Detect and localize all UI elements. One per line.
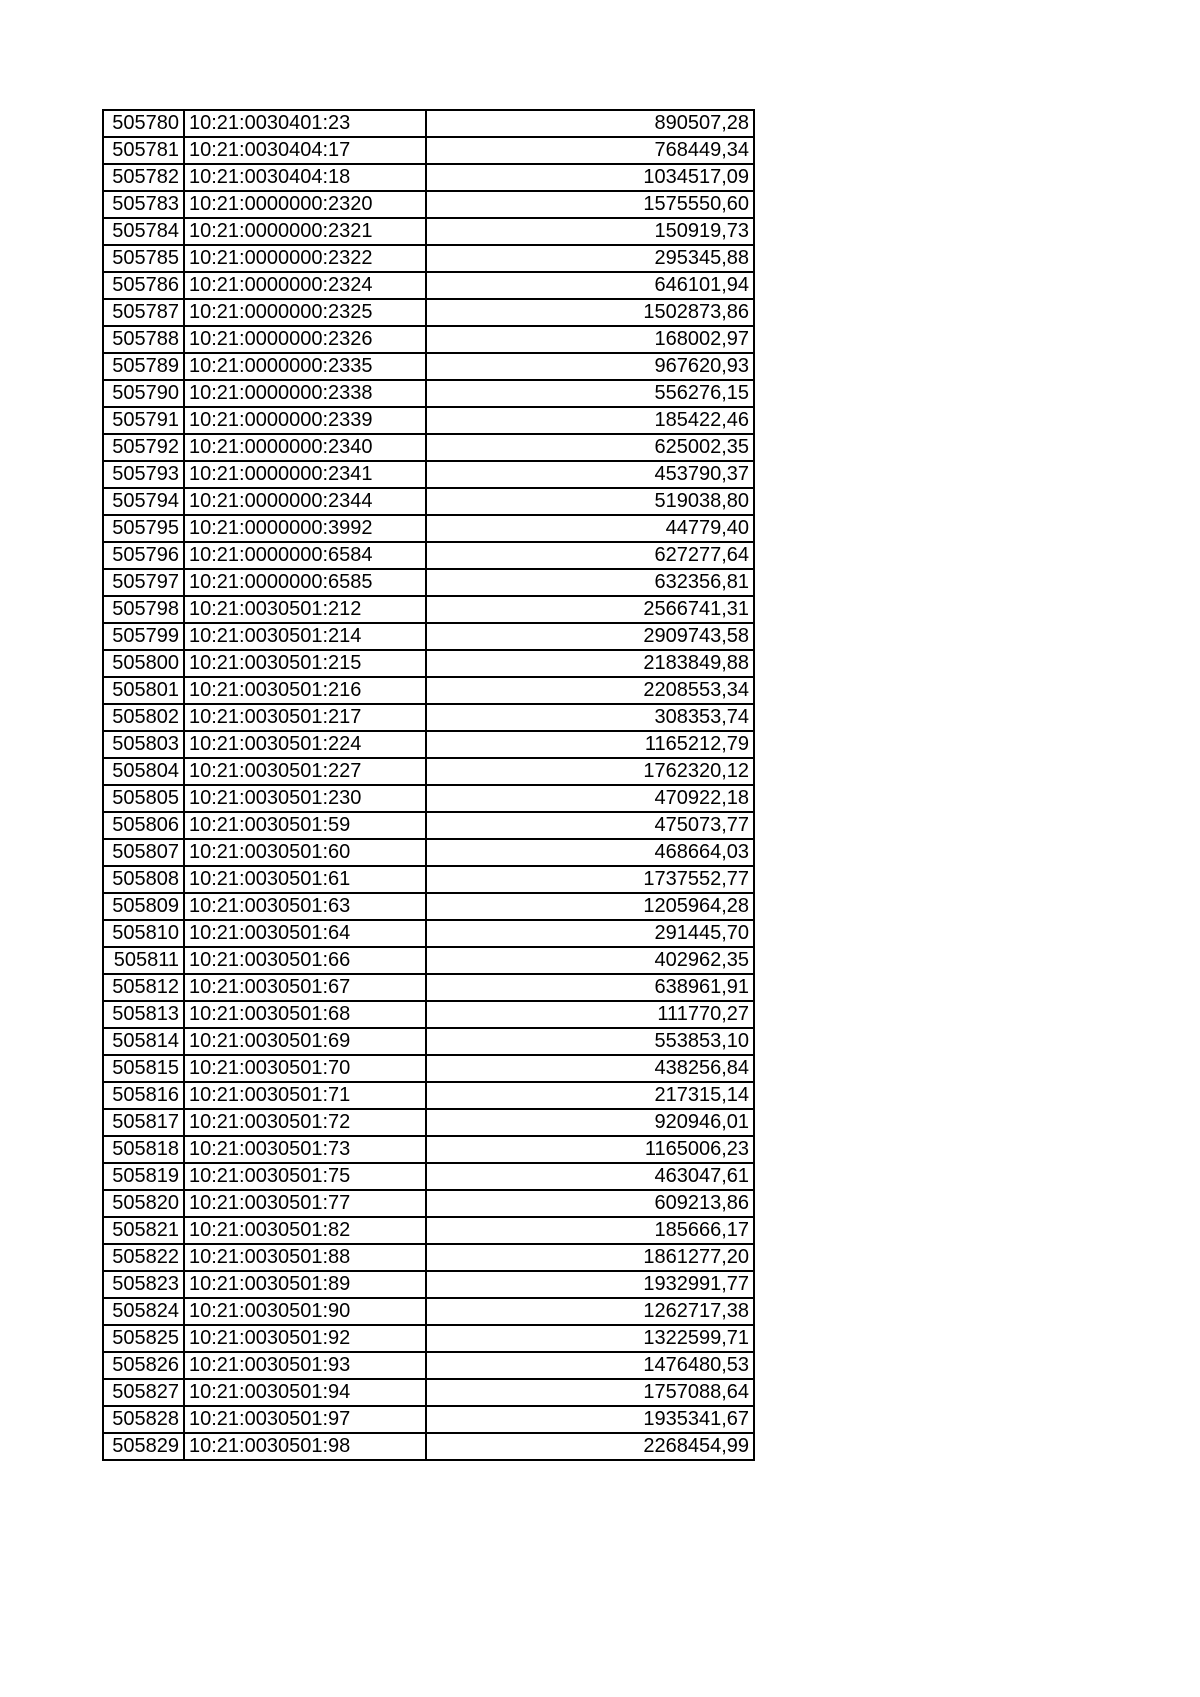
cadastral-number-cell: 10:21:0000000:2324 [184, 272, 426, 299]
table-row [103, 920, 754, 947]
record-number-cell: 505823 [103, 1271, 184, 1298]
record-number-cell: 505788 [103, 326, 184, 353]
value-cell: 2268454,99 [426, 1433, 754, 1460]
table-row [103, 1379, 754, 1406]
data-table [102, 109, 755, 1461]
value-cell: 609213,86 [426, 1190, 754, 1217]
cadastral-number-cell: 10:21:0030501:97 [184, 1406, 426, 1433]
table-row [103, 1325, 754, 1352]
cadastral-number-cell: 10:21:0030501:89 [184, 1271, 426, 1298]
table-row [103, 326, 754, 353]
cadastral-number-cell: 10:21:0030501:59 [184, 812, 426, 839]
cadastral-number-cell: 10:21:0030501:212 [184, 596, 426, 623]
record-number-cell: 505782 [103, 164, 184, 191]
value-cell: 1322599,71 [426, 1325, 754, 1352]
table-row [103, 1028, 754, 1055]
record-number-cell: 505810 [103, 920, 184, 947]
table-row [103, 893, 754, 920]
cadastral-number-cell: 10:21:0030501:217 [184, 704, 426, 731]
record-number-cell: 505803 [103, 731, 184, 758]
cadastral-number-cell: 10:21:0030501:94 [184, 1379, 426, 1406]
cadastral-number-cell: 10:21:0030501:82 [184, 1217, 426, 1244]
value-cell: 168002,97 [426, 326, 754, 353]
cadastral-number-cell: 10:21:0030501:214 [184, 623, 426, 650]
table-row [103, 704, 754, 731]
record-number-cell: 505827 [103, 1379, 184, 1406]
value-cell: 44779,40 [426, 515, 754, 542]
cadastral-number-cell: 10:21:0030401:23 [184, 110, 426, 137]
value-cell: 470922,18 [426, 785, 754, 812]
table-row [103, 407, 754, 434]
record-number-cell: 505804 [103, 758, 184, 785]
record-number-cell: 505808 [103, 866, 184, 893]
cadastral-number-cell: 10:21:0030501:216 [184, 677, 426, 704]
record-number-cell: 505824 [103, 1298, 184, 1325]
cadastral-number-cell: 10:21:0030501:60 [184, 839, 426, 866]
record-number-cell: 505813 [103, 1001, 184, 1028]
cadastral-number-cell: 10:21:0030501:224 [184, 731, 426, 758]
record-number-cell: 505780 [103, 110, 184, 137]
table-row [103, 839, 754, 866]
value-cell: 308353,74 [426, 704, 754, 731]
value-cell: 291445,70 [426, 920, 754, 947]
cadastral-number-cell: 10:21:0000000:2320 [184, 191, 426, 218]
record-number-cell: 505787 [103, 299, 184, 326]
value-cell: 185422,46 [426, 407, 754, 434]
record-number-cell: 505799 [103, 623, 184, 650]
value-cell: 1034517,09 [426, 164, 754, 191]
cadastral-number-cell: 10:21:0030501:75 [184, 1163, 426, 1190]
table-row [103, 866, 754, 893]
cadastral-number-cell: 10:21:0000000:2326 [184, 326, 426, 353]
cadastral-number-cell: 10:21:0030501:70 [184, 1055, 426, 1082]
table-row [103, 812, 754, 839]
table-row [103, 1190, 754, 1217]
record-number-cell: 505821 [103, 1217, 184, 1244]
record-number-cell: 505798 [103, 596, 184, 623]
value-cell: 185666,17 [426, 1217, 754, 1244]
record-number-cell: 505818 [103, 1136, 184, 1163]
cadastral-number-cell: 10:21:0030501:72 [184, 1109, 426, 1136]
cadastral-number-cell: 10:21:0030501:92 [184, 1325, 426, 1352]
value-cell: 402962,35 [426, 947, 754, 974]
cadastral-number-cell: 10:21:0030501:230 [184, 785, 426, 812]
table-row [103, 1109, 754, 1136]
record-number-cell: 505796 [103, 542, 184, 569]
record-number-cell: 505828 [103, 1406, 184, 1433]
value-cell: 2566741,31 [426, 596, 754, 623]
table-row [103, 1433, 754, 1460]
table-row [103, 1244, 754, 1271]
cadastral-number-cell: 10:21:0030404:17 [184, 137, 426, 164]
value-cell: 768449,34 [426, 137, 754, 164]
value-cell: 111770,27 [426, 1001, 754, 1028]
value-cell: 553853,10 [426, 1028, 754, 1055]
table-body [103, 110, 754, 1460]
value-cell: 2909743,58 [426, 623, 754, 650]
cadastral-number-cell: 10:21:0030501:73 [184, 1136, 426, 1163]
value-cell: 632356,81 [426, 569, 754, 596]
record-number-cell: 505807 [103, 839, 184, 866]
cadastral-number-cell: 10:21:0030501:93 [184, 1352, 426, 1379]
cadastral-number-cell: 10:21:0000000:2325 [184, 299, 426, 326]
record-number-cell: 505814 [103, 1028, 184, 1055]
table-row [103, 272, 754, 299]
table-row [103, 1163, 754, 1190]
value-cell: 2183849,88 [426, 650, 754, 677]
table-row [103, 1082, 754, 1109]
value-cell: 1575550,60 [426, 191, 754, 218]
table-row [103, 353, 754, 380]
record-number-cell: 505785 [103, 245, 184, 272]
table-row [103, 1406, 754, 1433]
cadastral-number-cell: 10:21:0030501:227 [184, 758, 426, 785]
value-cell: 646101,94 [426, 272, 754, 299]
record-number-cell: 505794 [103, 488, 184, 515]
value-cell: 1757088,64 [426, 1379, 754, 1406]
record-number-cell: 505792 [103, 434, 184, 461]
table-row [103, 1136, 754, 1163]
cadastral-number-cell: 10:21:0030501:77 [184, 1190, 426, 1217]
value-cell: 1762320,12 [426, 758, 754, 785]
table-row [103, 623, 754, 650]
record-number-cell: 505791 [103, 407, 184, 434]
cadastral-number-cell: 10:21:0030501:67 [184, 974, 426, 1001]
table-row [103, 974, 754, 1001]
cadastral-number-cell: 10:21:0000000:2341 [184, 461, 426, 488]
value-cell: 1476480,53 [426, 1352, 754, 1379]
table-row [103, 218, 754, 245]
value-cell: 1861277,20 [426, 1244, 754, 1271]
table-row [103, 542, 754, 569]
value-cell: 1935341,67 [426, 1406, 754, 1433]
record-number-cell: 505822 [103, 1244, 184, 1271]
record-number-cell: 505790 [103, 380, 184, 407]
record-number-cell: 505806 [103, 812, 184, 839]
table-row [103, 1055, 754, 1082]
table-row [103, 1217, 754, 1244]
table-row [103, 947, 754, 974]
value-cell: 1165212,79 [426, 731, 754, 758]
cadastral-number-cell: 10:21:0000000:2335 [184, 353, 426, 380]
table-row [103, 785, 754, 812]
cadastral-number-cell: 10:21:0000000:2338 [184, 380, 426, 407]
record-number-cell: 505819 [103, 1163, 184, 1190]
table-row [103, 245, 754, 272]
value-cell: 1502873,86 [426, 299, 754, 326]
cadastral-number-cell: 10:21:0000000:2322 [184, 245, 426, 272]
table-row [103, 758, 754, 785]
cadastral-number-cell: 10:21:0030501:68 [184, 1001, 426, 1028]
cadastral-number-cell: 10:21:0030501:88 [184, 1244, 426, 1271]
record-number-cell: 505809 [103, 893, 184, 920]
value-cell: 468664,03 [426, 839, 754, 866]
table-row [103, 110, 754, 137]
table-row [103, 1001, 754, 1028]
record-number-cell: 505783 [103, 191, 184, 218]
table-row [103, 137, 754, 164]
cadastral-number-cell: 10:21:0000000:6584 [184, 542, 426, 569]
record-number-cell: 505795 [103, 515, 184, 542]
cadastral-number-cell: 10:21:0030501:98 [184, 1433, 426, 1460]
record-number-cell: 505793 [103, 461, 184, 488]
value-cell: 438256,84 [426, 1055, 754, 1082]
table-row [103, 164, 754, 191]
table-row [103, 569, 754, 596]
record-number-cell: 505825 [103, 1325, 184, 1352]
table-row [103, 380, 754, 407]
table-row [103, 1271, 754, 1298]
value-cell: 1262717,38 [426, 1298, 754, 1325]
table-row [103, 677, 754, 704]
cadastral-number-cell: 10:21:0030501:64 [184, 920, 426, 947]
record-number-cell: 505826 [103, 1352, 184, 1379]
record-number-cell: 505812 [103, 974, 184, 1001]
cadastral-number-cell: 10:21:0000000:2321 [184, 218, 426, 245]
table-row [103, 731, 754, 758]
value-cell: 627277,64 [426, 542, 754, 569]
cadastral-number-cell: 10:21:0030501:63 [184, 893, 426, 920]
value-cell: 463047,61 [426, 1163, 754, 1190]
record-number-cell: 505811 [103, 947, 184, 974]
table-row [103, 1298, 754, 1325]
cadastral-number-cell: 10:21:0030501:69 [184, 1028, 426, 1055]
table-row [103, 434, 754, 461]
record-number-cell: 505786 [103, 272, 184, 299]
record-number-cell: 505829 [103, 1433, 184, 1460]
record-number-cell: 505820 [103, 1190, 184, 1217]
table-row [103, 650, 754, 677]
value-cell: 453790,37 [426, 461, 754, 488]
table-row [103, 299, 754, 326]
cadastral-number-cell: 10:21:0030404:18 [184, 164, 426, 191]
cadastral-number-cell: 10:21:0000000:2340 [184, 434, 426, 461]
record-number-cell: 505797 [103, 569, 184, 596]
value-cell: 475073,77 [426, 812, 754, 839]
record-number-cell: 505781 [103, 137, 184, 164]
value-cell: 1165006,23 [426, 1136, 754, 1163]
cadastral-number-cell: 10:21:0000000:2339 [184, 407, 426, 434]
value-cell: 920946,01 [426, 1109, 754, 1136]
value-cell: 2208553,34 [426, 677, 754, 704]
record-number-cell: 505802 [103, 704, 184, 731]
cadastral-number-cell: 10:21:0030501:215 [184, 650, 426, 677]
value-cell: 217315,14 [426, 1082, 754, 1109]
cadastral-number-cell: 10:21:0030501:90 [184, 1298, 426, 1325]
cadastral-number-cell: 10:21:0030501:66 [184, 947, 426, 974]
record-number-cell: 505817 [103, 1109, 184, 1136]
record-number-cell: 505805 [103, 785, 184, 812]
cadastral-number-cell: 10:21:0000000:6585 [184, 569, 426, 596]
table-row [103, 596, 754, 623]
value-cell: 967620,93 [426, 353, 754, 380]
cadastral-number-cell: 10:21:0000000:3992 [184, 515, 426, 542]
table-row [103, 461, 754, 488]
cadastral-number-cell: 10:21:0030501:61 [184, 866, 426, 893]
table-row [103, 515, 754, 542]
value-cell: 1932991,77 [426, 1271, 754, 1298]
record-number-cell: 505815 [103, 1055, 184, 1082]
value-cell: 556276,15 [426, 380, 754, 407]
value-cell: 150919,73 [426, 218, 754, 245]
table-row [103, 488, 754, 515]
record-number-cell: 505789 [103, 353, 184, 380]
record-number-cell: 505800 [103, 650, 184, 677]
value-cell: 519038,80 [426, 488, 754, 515]
cadastral-number-cell: 10:21:0030501:71 [184, 1082, 426, 1109]
value-cell: 890507,28 [426, 110, 754, 137]
value-cell: 638961,91 [426, 974, 754, 1001]
record-number-cell: 505784 [103, 218, 184, 245]
table-row [103, 1352, 754, 1379]
value-cell: 1205964,28 [426, 893, 754, 920]
table-row [103, 191, 754, 218]
record-number-cell: 505816 [103, 1082, 184, 1109]
cadastral-number-cell: 10:21:0000000:2344 [184, 488, 426, 515]
value-cell: 295345,88 [426, 245, 754, 272]
record-number-cell: 505801 [103, 677, 184, 704]
value-cell: 625002,35 [426, 434, 754, 461]
value-cell: 1737552,77 [426, 866, 754, 893]
